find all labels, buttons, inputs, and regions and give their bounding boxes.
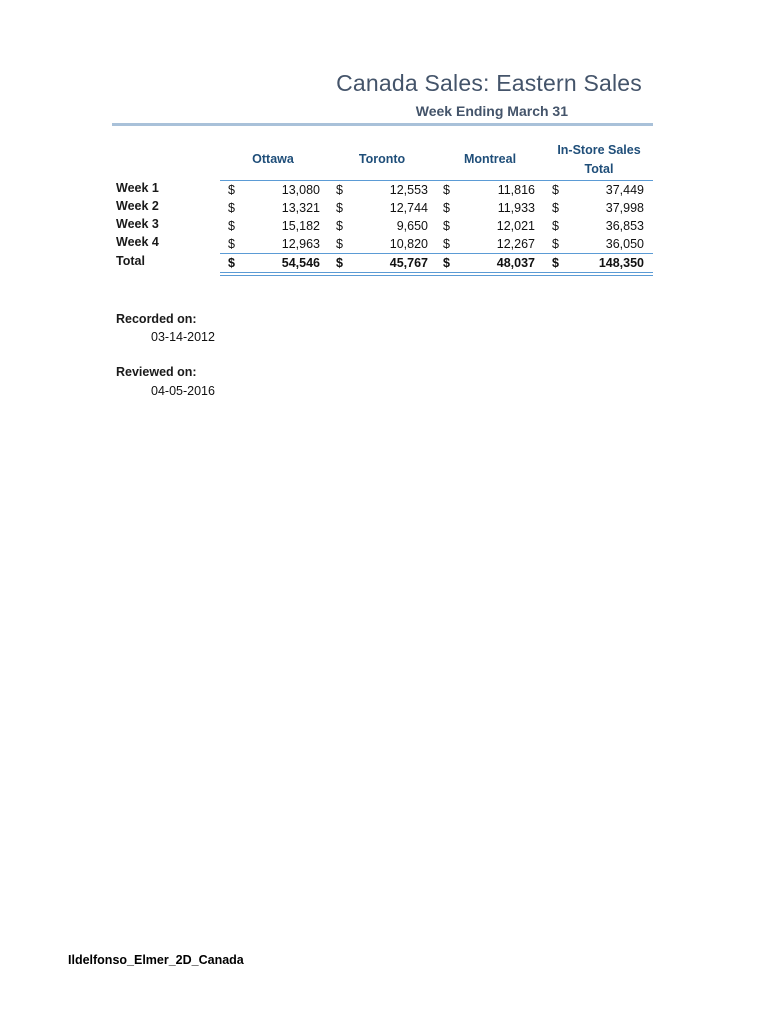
cell-value: 13,321 (281, 201, 320, 215)
total-row-label: Total (116, 254, 145, 268)
currency-symbol: $ (228, 237, 235, 251)
column-header-toronto: Toronto (358, 152, 406, 166)
currency-symbol: $ (552, 256, 559, 270)
table-cell (336, 199, 428, 217)
currency-symbol: $ (443, 256, 450, 270)
table-cell (336, 235, 428, 253)
currency-symbol: $ (443, 183, 450, 197)
column-header-ottawa: Ottawa (252, 152, 294, 166)
table-cell (336, 181, 428, 199)
row-label: Week 4 (116, 235, 159, 249)
cell-value: 36,050 (605, 237, 644, 251)
cell-value: 11,933 (497, 201, 535, 215)
table-cell (443, 254, 535, 272)
table-cell (552, 217, 644, 235)
currency-symbol: $ (552, 201, 559, 215)
column-header-montreal: Montreal (463, 152, 517, 166)
table-cell (443, 199, 535, 217)
table-cell (336, 254, 428, 272)
title-divider (112, 123, 653, 126)
table-cell (443, 235, 535, 253)
currency-symbol: $ (336, 256, 343, 270)
total-rule-top (220, 253, 653, 254)
cell-value: 148,350 (598, 256, 644, 270)
table-cell (228, 217, 320, 235)
currency-symbol: $ (443, 201, 450, 215)
table-cell (228, 199, 320, 217)
total-rule-bottom-1 (220, 272, 653, 273)
currency-symbol: $ (228, 201, 235, 215)
table-cell (228, 254, 320, 272)
footer-filename: Ildelfonso_Elmer_2D_Canada (68, 953, 244, 967)
cell-value: 10,820 (389, 237, 428, 251)
cell-value: 54,546 (281, 256, 320, 270)
cell-value: 12,744 (389, 201, 428, 215)
table-cell (443, 217, 535, 235)
row-label: Week 1 (116, 181, 159, 195)
cell-value: 48,037 (496, 256, 535, 270)
currency-symbol: $ (336, 201, 343, 215)
sheet-subtitle: Week Ending March 31 (415, 103, 568, 119)
recorded-date: 03-14-2012 (151, 330, 215, 344)
currency-symbol: $ (552, 237, 559, 251)
cell-value: 12,021 (496, 219, 535, 233)
row-label: Week 2 (116, 199, 159, 213)
cell-value: 11,816 (497, 183, 535, 197)
table-cell (552, 235, 644, 253)
table-cell (228, 235, 320, 253)
table-cell (552, 199, 644, 217)
cell-value: 13,080 (281, 183, 320, 197)
column-header-total-line1: In-Store Sales (557, 143, 641, 157)
table-cell (552, 254, 644, 272)
cell-value: 45,767 (389, 256, 428, 270)
cell-value: 12,553 (389, 183, 428, 197)
column-header-total-line2: Total (584, 162, 614, 176)
currency-symbol: $ (336, 183, 343, 197)
cell-value: 9,650 (396, 219, 428, 233)
currency-symbol: $ (228, 256, 235, 270)
table-cell (443, 181, 535, 199)
recorded-label: Recorded on: (116, 312, 197, 326)
currency-symbol: $ (552, 219, 559, 233)
sheet-title: Canada Sales: Eastern Sales (336, 70, 642, 96)
table-cell (336, 217, 428, 235)
currency-symbol: $ (336, 237, 343, 251)
total-rule-bottom-2 (220, 275, 653, 276)
cell-value: 36,853 (605, 219, 644, 233)
cell-value: 15,182 (281, 219, 320, 233)
reviewed-label: Reviewed on: (116, 365, 197, 379)
currency-symbol: $ (552, 183, 559, 197)
currency-symbol: $ (443, 219, 450, 233)
cell-value: 12,963 (281, 237, 320, 251)
cell-value: 37,998 (605, 201, 644, 215)
table-cell (228, 181, 320, 199)
currency-symbol: $ (443, 237, 450, 251)
row-label: Week 3 (116, 217, 159, 231)
cell-value: 12,267 (496, 237, 535, 251)
currency-symbol: $ (336, 219, 343, 233)
table-cell (552, 181, 644, 199)
cell-value: 37,449 (605, 183, 644, 197)
reviewed-date: 04-05-2016 (151, 384, 215, 398)
currency-symbol: $ (228, 183, 235, 197)
currency-symbol: $ (228, 219, 235, 233)
